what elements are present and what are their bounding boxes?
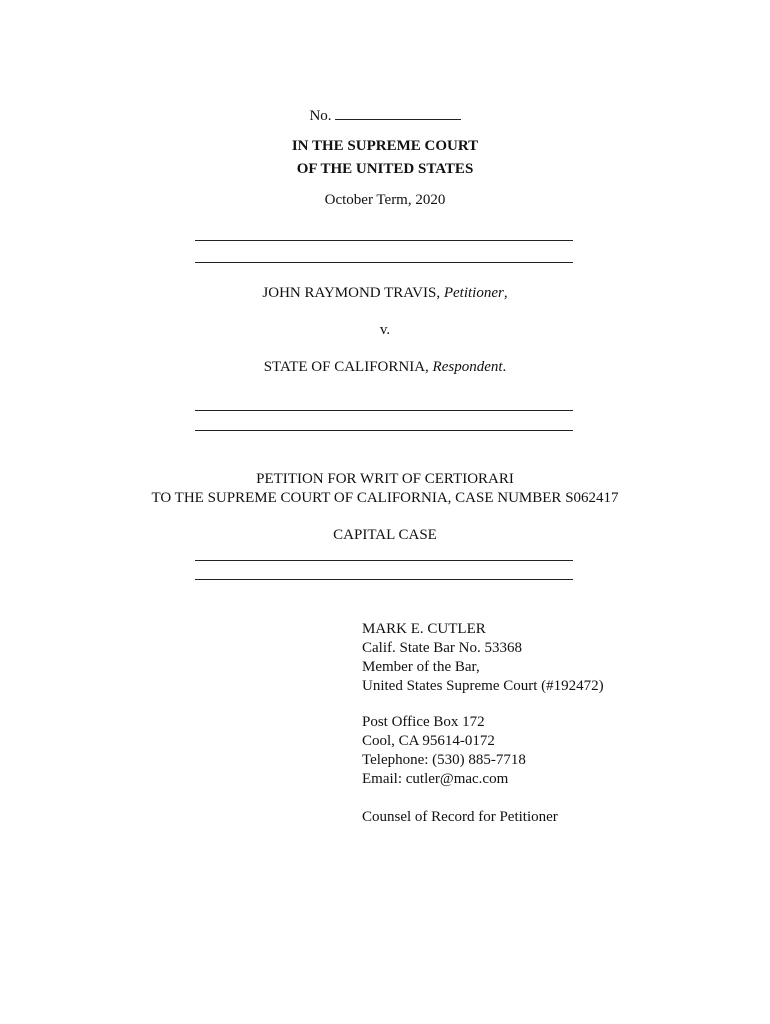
- respondent-role: Respondent: [432, 359, 503, 375]
- court-term: October Term, 2020: [324, 192, 446, 208]
- counsel-role: Counsel of Record for Petitioner: [362, 809, 558, 825]
- petitioner-line: [0, 285, 770, 302]
- docket-blank-line: [335, 106, 461, 120]
- court-name-line1: IN THE SUPREME COURT: [291, 138, 479, 154]
- counsel-telephone: Telephone: (530) 885-7718: [362, 752, 526, 768]
- counsel-block: [362, 620, 604, 696]
- docket-number: [0, 106, 770, 125]
- divider-rule: [195, 262, 573, 263]
- counsel-court-admission: United States Supreme Court (#192472): [362, 678, 604, 694]
- divider-rule: [195, 410, 573, 411]
- court-name-line2: OF THE UNITED STATES: [296, 161, 474, 177]
- respondent-name: STATE OF CALIFORNIA,: [263, 359, 429, 375]
- petition-title-line2: TO THE SUPREME COURT OF CALIFORNIA, CASE NUMBER S062417: [151, 490, 619, 506]
- docket-label: No.: [309, 108, 332, 124]
- petitioner-name: JOHN RAYMOND TRAVIS,: [262, 285, 441, 301]
- counsel-address-line1: Post Office Box 172: [362, 714, 485, 730]
- respondent-suffix: .: [502, 359, 507, 375]
- petition-title-line1: PETITION FOR WRIT OF CERTIORARI: [256, 471, 514, 487]
- counsel-address-line2: Cool, CA 95614-0172: [362, 733, 495, 749]
- divider-rule: [195, 560, 573, 561]
- divider-rule: [195, 579, 573, 580]
- counsel-name: MARK E. CUTLER: [362, 621, 486, 637]
- counsel-membership: Member of the Bar,: [362, 659, 480, 675]
- versus: v.: [379, 322, 391, 338]
- divider-rule: [195, 240, 573, 241]
- petitioner-suffix: ,: [503, 285, 508, 301]
- petitioner-role: Petitioner: [443, 285, 504, 301]
- divider-rule: [195, 430, 573, 431]
- counsel-contact-block: [362, 713, 526, 789]
- counsel-bar-number: Calif. State Bar No. 53368: [362, 640, 522, 656]
- case-type: CAPITAL CASE: [333, 527, 437, 543]
- respondent-line: [0, 359, 770, 376]
- counsel-email: Email: cutler@mac.com: [362, 771, 509, 787]
